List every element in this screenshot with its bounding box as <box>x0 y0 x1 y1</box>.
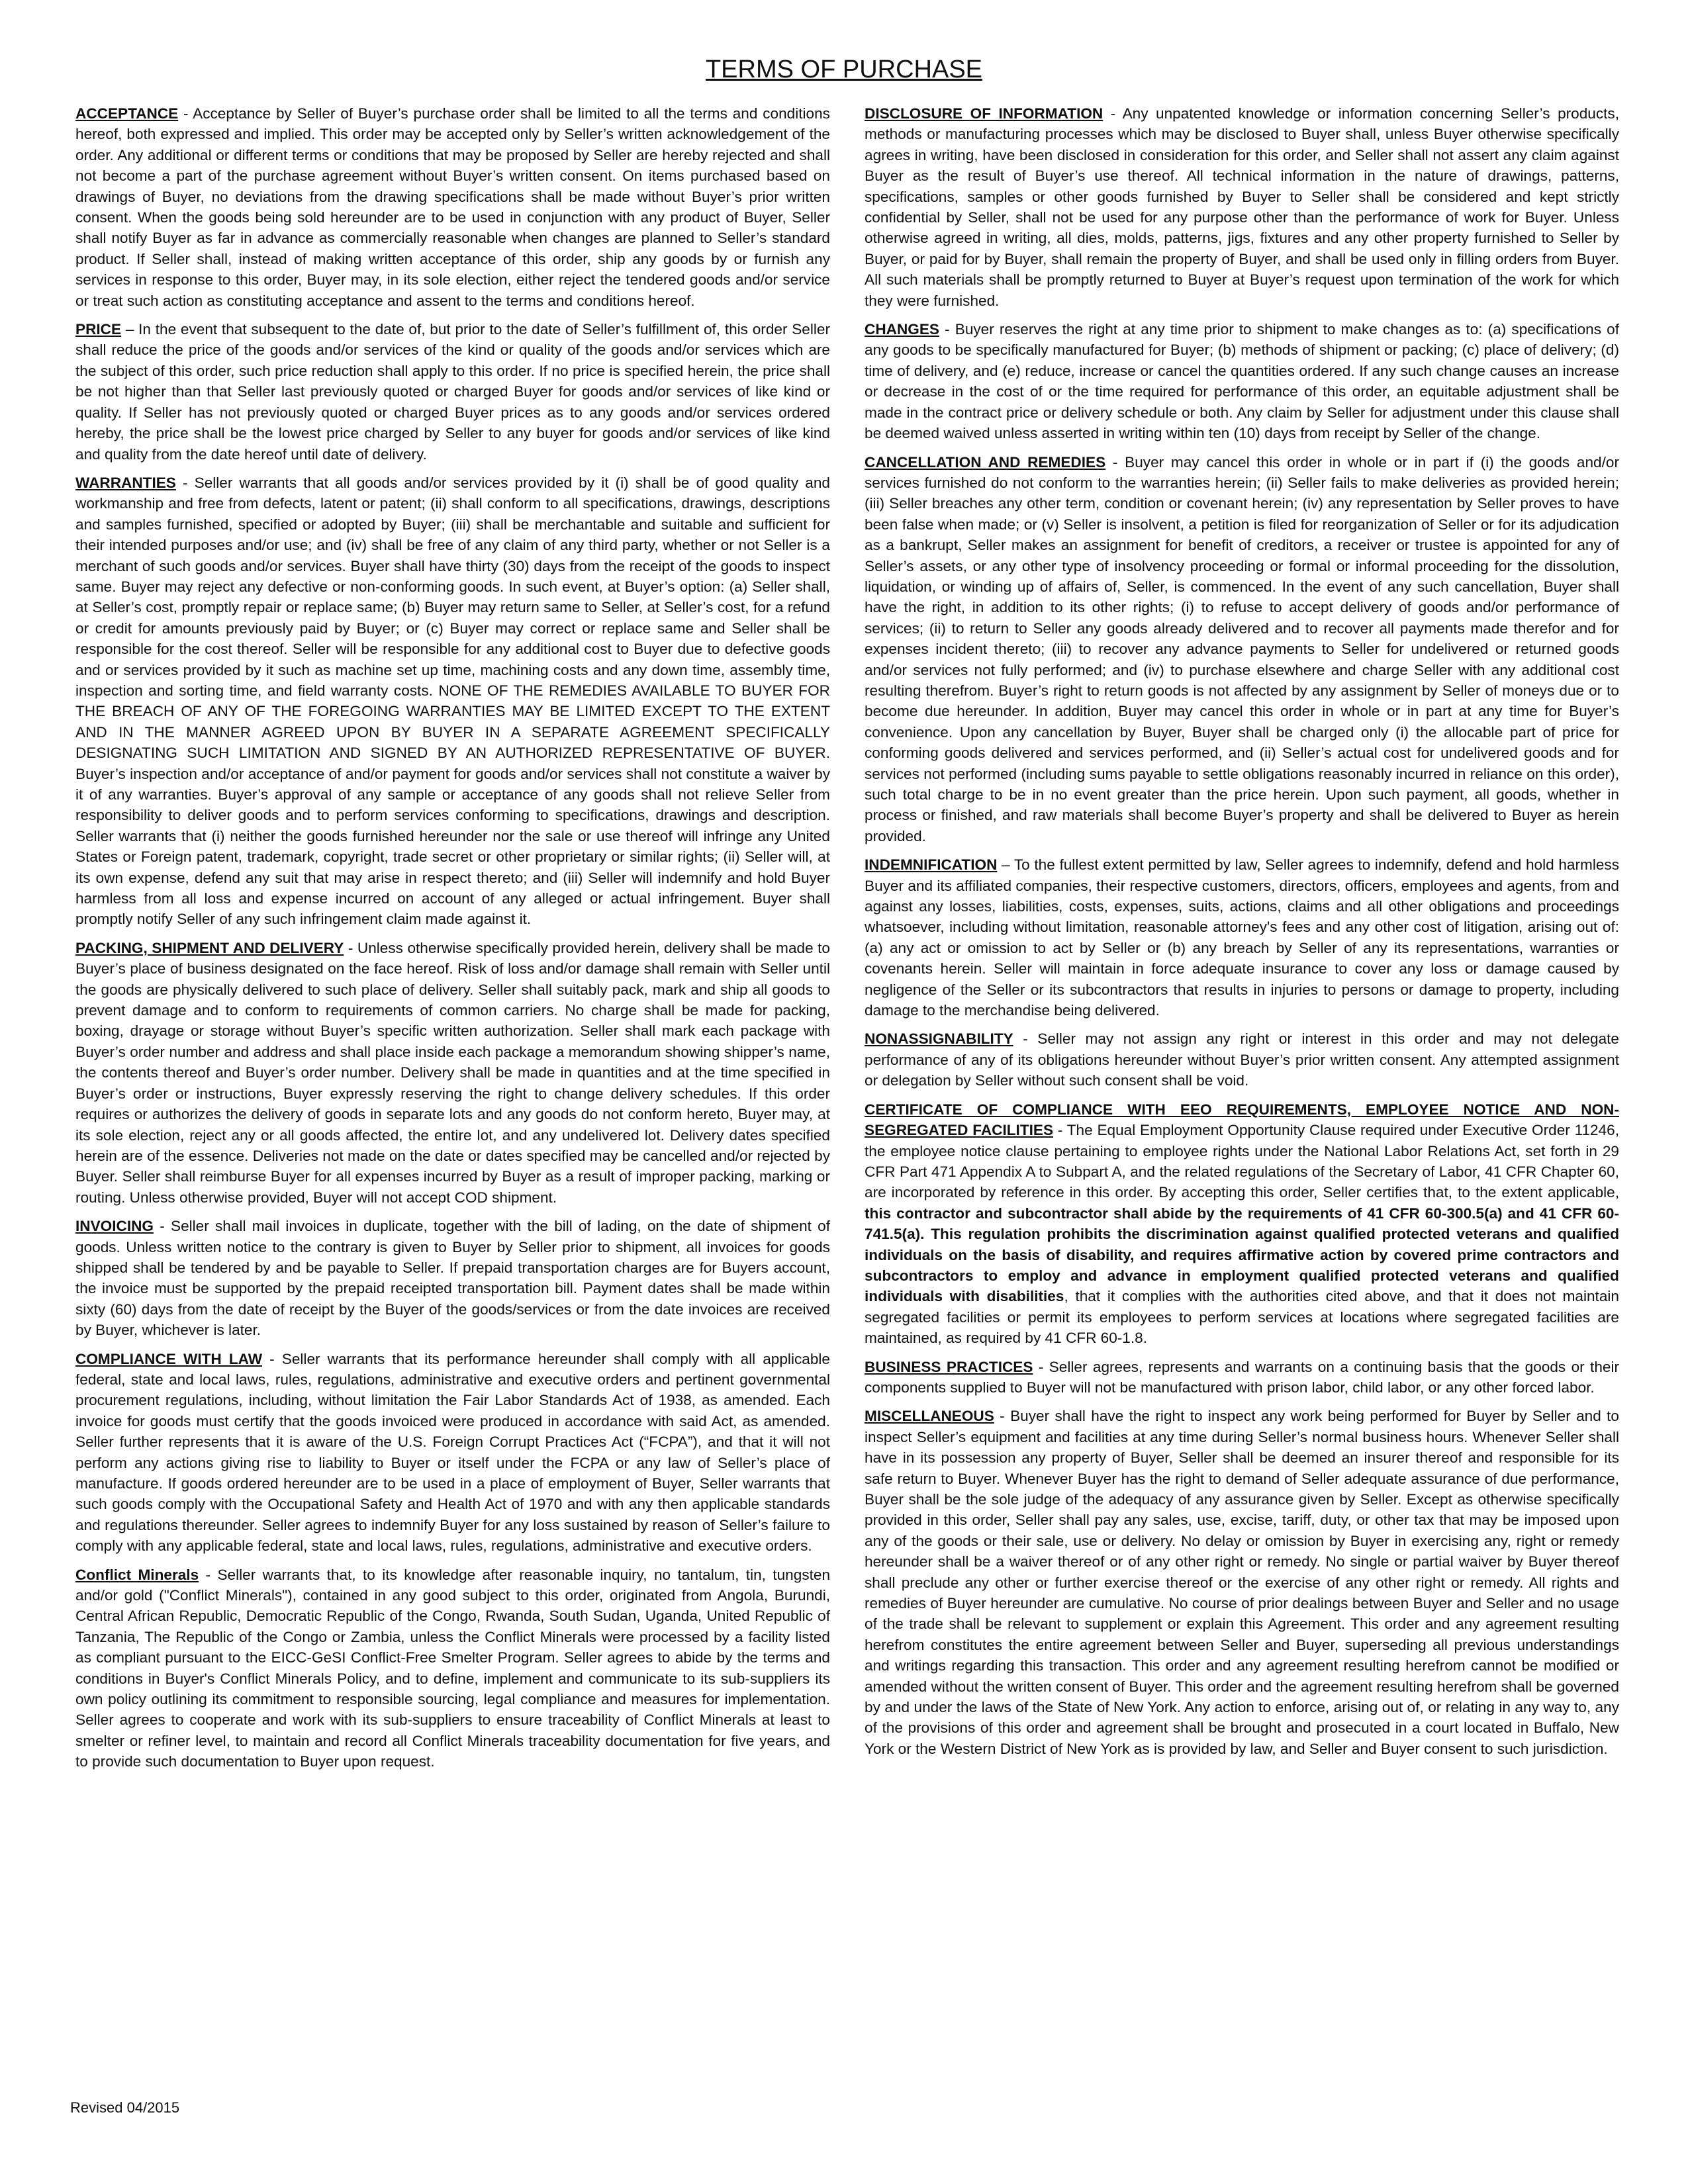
clause-business-practices: BUSINESS PRACTICES - Seller agrees, represents and warrants on a continuing basis that the goods or their components supplied to Buyer will not be manufactured with prison labor, child labor, or any other forced labor. <box>865 1358 1619 1396</box>
clause-warranties: WARRANTIES - Seller warrants that all goods and/or services provided by it (i) shall be of good quality and workmanship and free from defects, latent or patent; (ii) shall conform to all specifications, drawings, descriptions and samples furnished, specified or adopted by Buyer; (iii) shall be merchantable and suitable and sufficient for their intended purposes and/or use; and (iv) shall be free of any claim of any third party, whether or not Seller is a merchant of such goods and/or services. Buyer shall have thirty (30) days from the receipt of the goods to inspect same. Buyer may reject any defective or non-conforming goods. In such event, at Buyer’s option: (a) Seller shall, at Seller’s cost, promptly repair or replace same; (b) Buyer may return same to Seller, at Seller’s cost, for a refund or credit for amounts previously paid by Buyer; or (c) Buyer may correct or replace same and Seller shall be responsible for the cost thereof. Seller will be responsible for any additional cost to Buyer due to defective goods and or services provided by it such as machine set up time, machining costs and any down time, assembly time, inspection and sorting time, and field warranty costs. NONE OF THE REMEDIES AVAILABLE TO BUYER FOR THE BREACH OF ANY OF THE FOREGOING WARRANTIES MAY BE LIMITED EXCEPT TO THE EXTENT AND IN THE MANNER AGREED UPON BY BUYER IN A SEPARATE AGREEMENT SPECIFICALLY DESIGNATING SUCH LIMITATION AND SIGNED BY AN AUTHORIZED REPRESENTATIVE OF BUYER. Buyer’s inspection and/or acceptance of and/or payment for goods and/or services shall not constitute a waiver by it of any warranties. Buyer’s approval of any sample or acceptance of any goods shall not relieve Seller from responsibility to deliver goods and to perform services conforming to specifications, drawings and description. Seller warrants that (i) neither the goods furnished hereunder nor the sale or use thereof will infringe any United States or Foreign patent, trademark, copyright, trade secret or other proprietary or similar rights; (ii) Seller will, at its own expense, defend any suit that may arise in respect thereto; and (iii) Seller will indemnify and hold Buyer harmless from all loss and expense incurred on account of any alleged or actual infringement. Buyer shall promptly notify Seller of any such infringement claim made against it. <box>75 474 830 928</box>
clause-body-tail: , that it complies with the authorities cited above, and that it does not maintain segregated facilities or permit its employees to perform services at locations where segregated facilities are maintained, as required by 41 CFR 60-1.8. <box>865 1288 1619 1347</box>
clause-body: Seller warrants that all goods and/or services provided by it (i) shall be of good quality and workmanship and free from defects, latent or patent; (ii) shall conform to all specifications, drawings, descriptions and samples furnished, specified or adopted by Buyer; (iii) shall be merchantable and suitable and sufficient for their intended purposes and/or use; and (iv) shall be free of any claim of any third party, whether or not Seller is a merchant of such goods and/or services. Buyer shall have thirty (30) days from the receipt of the goods to inspect same. Buyer may reject any defective or non-conforming goods. In such event, at Buyer’s option: (a) Seller shall, at Seller’s cost, promptly repair or replace same; (b) Buyer may return same to Seller, at Seller’s cost, for a refund or credit for amounts previously paid by Buyer; or (c) Buyer may correct or replace same and Seller shall be responsible for the cost thereof. Seller will be responsible for any additional cost to Buyer due to defective goods and or services provided by it such as machine set up time, machining costs and any down time, assembly time, inspection and sorting time, and field warranty costs. NONE OF THE REMEDIES AVAILABLE TO BUYER FOR THE BREACH OF ANY OF THE FOREGOING WARRANTIES MAY BE LIMITED EXCEPT TO THE EXTENT AND IN THE MANNER AGREED UPON BY BUYER IN A SEPARATE AGREEMENT SPECIFICALLY DESIGNATING SUCH LIMITATION AND SIGNED BY AN AUTHORIZED REPRESENTATIVE OF BUYER. Buyer’s inspection and/or acceptance of and/or payment for goods and/or services shall not constitute a waiver by it of any warranties. Buyer’s approval of any sample or acceptance of any goods shall not relieve Seller from responsibility to deliver goods and to perform services conforming to specifications, drawings and description. Seller warrants that (i) neither the goods furnished hereunder nor the sale or use thereof will infringe any United States or Foreign patent, trademark, copyright, trade secret or other proprietary or similar rights; (ii) Seller will, at its own expense, defend any suit that may arise in respect thereto; and (iii) Seller will indemnify and hold Buyer harmless from all loss and expense incurred on account of any alleged or actual infringement. Buyer shall promptly notify Seller of any such infringement claim made against it. <box>75 474 830 928</box>
clause-heading: COMPLIANCE WITH LAW <box>75 1350 263 1367</box>
clause-body: Buyer may cancel this order in whole or in part if (i) the goods and/or services furnished do not conform to the warranties herein; (ii) Seller fails to make deliveries as provided herein; (iii) Seller breaches any other term, condition or covenant herein; (iv) any representation by Seller proves to have been false when made; or (v) Seller is insolvent, a petition is filed for reorganization of Seller or for its adjudication as a bankrupt, Seller makes an assignment for benefit of creditors, a receiver or trustee is appointed for any of Seller’s assets, or any other type of insolvency proceeding or formal or informal proceeding for the dissolution, liquidation, or winding up of affairs of, Seller, is commenced. In the event of any such cancellation, Buyer shall have the right, in addition to its other rights; (i) to refuse to accept delivery of goods and/or performance of services; (ii) to return to Seller any goods already delivered and to recover all payments made therefor and for expenses incident thereto; (iii) to recover any advance payments to Seller for undelivered or returned goods and/or services not fully performed; and (iv) to purchase elsewhere and charge Seller with any additional cost resulting therefrom. Buyer’s right to return goods is not affected by any assignment by Seller of moneys due or to become due hereunder. In addition, Buyer may cancel this order in whole or in part at any time for Buyer’s convenience. Upon any cancellation by Buyer, Buyer shall be charged only (i) the allocable part of price for conforming goods delivered and services performed, and (ii) Seller’s actual cost for undelivered goods and for services not performed (including sums payable to settle obligations reasonably incurred in reliance on this order), such total charge to be in no event greater than the price herein. Upon such payment, all goods, whether in process or finished, and raw materials shall become Buyer’s property and shall be delivered to Buyer as herein provided. <box>865 453 1619 844</box>
clause-nonassignability: NONASSIGNABILITY - Seller may not assign any right or interest in this order and may not delegate performance of any of its obligations hereunder without Buyer’s prior written consent. Any attempted assignment or delegation by Seller without such consent shall be void. <box>865 1030 1619 1089</box>
clause-changes: CHANGES - Buyer reserves the right at any time prior to shipment to make changes as to: (a) specifications of any goods to be specifically manufactured for Buyer; (b) methods of shipment or packing; (c) place of delivery; (d) time of delivery, and (e) reduce, increase or cancel the quantities ordered. If any such change causes an increase or decrease in the cost of or the time required for performance of this order, an equitable adjustment shall be made in the contract price or delivery schedule or both. Any claim by Seller for adjustment under this clause shall be deemed waived unless asserted in writing within ten (10) days from receipt by Seller of the change. <box>865 321 1619 442</box>
clause-indemnification: INDEMNIFICATION – To the fullest extent permitted by law, Seller agrees to indemnify, defend and hold harmless Buyer and its affiliated companies, their respective customers, directors, officers, employees and agents, from and against any losses, liabilities, costs, expenses, suits, actions, claims and all other obligations and proceedings whatsoever, including without limitation, reasonable attorney's fees and any other cost of litigation, arising out of: (a) any act or omission to act by Seller or (b) any breach by Seller of any its representations, warranties or covenants herein. Seller will maintain in force adequate insurance to cover any loss or damage caused by negligence of the Seller or its subcontractors that results in injuries to persons or damage to property, including damage to the merchandise being delivered. <box>865 856 1619 1019</box>
clause-body: In the event that subsequent to the date of, but prior to the date of Seller’s fulfillment of, this order Seller shall reduce the price of the goods and/or services of the kind or quality of the goods and/or services which are the subject of this order, such price reduction shall apply to this order. If no price is specified herein, the price shall be not higher than that Seller last previously quoted or charged Buyer for goods and/or services of like kind or quality. If Seller has not previously quoted or charged Buyer prices as to any goods and/or services ordered hereby, the price shall be the lowest price charged by Seller to any buyer for goods and/or services of like kind and quality from the date hereof until date of delivery. <box>75 321 830 463</box>
clause-body: Any unpatented knowledge or information concerning Seller’s products, methods or manufacturing processes which may be disclosed to Buyer shall, unless Buyer otherwise specifically agrees in writing, have been disclosed in consideration for this order, and Seller shall not assert any claim against Buyer as the result of Buyer’s use thereof. All technical information in the nature of drawings, patterns, specifications, samples or other goods furnished by Buyer to Seller shall be considered and kept strictly confidential by Seller, shall not be used for any purpose other than the performance of work for Buyer. Unless otherwise agreed in writing, all dies, molds, patterns, jigs, fixtures and any other property furnished to Seller by Buyer, or paid for by Buyer, shall remain the property of Buyer, and shall be used only in filling orders from Buyer. All such materials shall be promptly returned to Buyer at Buyer’s request upon termination of the work for which they were furnished. <box>865 105 1620 309</box>
clause-disclosure-of-information: DISCLOSURE OF INFORMATION - Any unpatented knowledge or information concerning Seller’s products, methods or manufacturing processes which may be disclosed to Buyer shall, unless Buyer otherwise specifically agrees in writing, have been disclosed in consideration for this order, and Seller shall not assert any claim against Buyer as the result of Buyer’s use thereof. All technical information in the nature of drawings, patterns, specifications, samples or other goods furnished by Buyer to Seller shall be considered and kept strictly confidential by Seller, shall not be used for any purpose other than the performance of work for Buyer. Unless otherwise agreed in writing, all dies, molds, patterns, jigs, fixtures and any other property furnished to Seller by Buyer, or paid for by Buyer, shall remain the property of Buyer, and shall be used only in filling orders from Buyer. All such materials shall be promptly returned to Buyer at Buyer’s request upon termination of the work for which they were furnished. <box>865 105 1620 309</box>
clause-heading: PRICE <box>75 321 122 338</box>
clause-body: Unless otherwise specifically provided herein, delivery shall be made to Buyer’s place of business designated on the face hereof. Risk of loss and/or damage shall remain with Seller until the goods are physically delivered to such place of delivery. Seller shall suitably pack, mark and ship all goods to prevent damage and to conform to requirements of common carriers. No charge shall be made for packing, boxing, drayage or storage without Buyer’s specific written authorization. Seller shall mark each package with Buyer’s order number and address and shall place inside each package a memorandum showing shipper’s name, the contents thereof and Buyer’s order number. Delivery shall be made in quantities and at the time specified in Buyer’s order or instructions, Buyer expressly reserving the right to change delivery schedules. If this order requires or authorizes the delivery of goods in separate lots and any goods do not conform hereto, Buyer may, at its sole election, reject any or all goods affected, the entire lot, and any undelivered lot. Delivery dates specified herein are of the essence. Deliveries not made on the date or dates specified may be cancelled and/or rejected by Buyer. Seller shall reimburse Buyer for all expenses incurred by Buyer as a result of improper packing, marking or routing. Unless otherwise provided, Buyer will not accept COD shipment. <box>75 939 831 1206</box>
clause-emphasis: this contractor and subcontractor shall abide by the requirements of 41 CFR 60-300.5(a) and 41 CFR 60-741.5(a). This regulation prohibits the discrimination against qualified protected veterans and qualified individuals on the basis of disability, and requires affirmative action by covered prime contractors and subcontractors to employ and advance in employment qualified protected veterans and qualified individuals with disabilities <box>865 1205 1619 1305</box>
clause-heading: PACKING, SHIPMENT AND DELIVERY <box>75 939 344 956</box>
left-column <box>75 103 830 1780</box>
clause-body: Seller warrants that, to its knowledge after reasonable inquiry, no tantalum, tin, tungsten and/or gold ("Conflict Minerals"), contained in any good subject to this order, originated from Angola, Burundi, Central African Republic, Democratic Republic of the Congo, Rwanda, South Sudan, Uganda, United Republic of Tanzania, The Republic of the Congo or Zambia, unless the Conflict Minerals were processed by a facility listed as compliant pursuant to the EICC-GeSI Conflict-Free Smelter Program. Seller agrees to abide by the terms and conditions in Buyer's Conflict Minerals Policy, and to define, implement and communicate to its sub-suppliers its own policy outlining its commitment to responsible sourcing, legal compliance and measures for implementation. Seller agrees to cooperate and work with its sub-suppliers to ensure traceability of Conflict Minerals at least to smelter or refiner level, to maintain and record all Conflict Minerals traceability documentation for five years, and to provide such documentation to Buyer upon request. <box>75 1566 831 1770</box>
clause-heading: CANCELLATION AND REMEDIES <box>865 453 1106 471</box>
clause-heading: DISCLOSURE OF INFORMATION <box>865 105 1103 122</box>
clause-heading: CERTIFICATE OF COMPLIANCE WITH EEO REQUIREMENTS, EMPLOYEE NOTICE AND NON-SEGREGATED FACILITIES <box>865 1101 1619 1139</box>
clause-heading: INDEMNIFICATION <box>865 856 998 874</box>
page-title: TERMS OF PURCHASE <box>705 56 983 83</box>
clause-body: Seller warrants that its performance hereunder shall comply with all applicable federal, state and local laws, rules, regulations, administrative and executive orders and pertinent governmental procurement regulations, including, without limitation the Fair Labor Standards Act of 1938, as amended. Each invoice for goods must certify that the goods invoiced were produced in accordance with said Act, as amended. Seller further represents that it is aware of the U.S. Foreign Corrupt Practices Act (“FCPA”), and that it will not perform any actions giving rise to liability to Buyer or itself under the FCPA or any law of Seller’s place of manufacture. If goods ordered hereunder are to be used in a place of employment of Buyer, Seller warrants that such goods comply with the Occupational Safety and Health Act of 1970 and with any then applicable standards and regulations thereunder. Seller agrees to indemnify Buyer for any loss sustained by reason of Seller’s failure to comply with any applicable federal, state and local laws, rules, regulations, administrative and executive orders. <box>75 1350 830 1555</box>
clause-heading: NONASSIGNABILITY <box>865 1030 1013 1048</box>
right-column <box>865 103 1619 1767</box>
clause-body: Seller shall mail invoices in duplicate, together with the bill of lading, on the date of shipment of goods. Unless written notice to the contrary is given to Buyer by Seller prior to shipment, all invoices for goods shipped shall be tendered by and be payable to Seller. If prepaid transportation charges are for Buyers account, the invoice must be supported by the prepaid receipted transportation bill. Payment dates shall be made within sixty (60) days from the date of receipt by the Buyer of the goods/services or from the date invoices are received by Buyer, whichever is later. <box>75 1218 830 1339</box>
clause-heading: CHANGES <box>865 321 939 338</box>
clause-heading: Conflict Minerals <box>75 1566 199 1583</box>
clause-heading: MISCELLANEOUS <box>865 1408 994 1425</box>
revision-footer: Revised 04/2015 <box>70 2099 180 2116</box>
clause-body: Seller agrees, represents and warrants on a continuing basis that the goods or their components supplied to Buyer will not be manufactured with prison labor, child labor, or any other forced labor. <box>865 1358 1619 1396</box>
clause-conflict-minerals: Conflict Minerals - Seller warrants that, to its knowledge after reasonable inquiry, no tantalum, tin, tungsten and/or gold ("Conflict Minerals"), contained in any good subject to this order, originated from Angola, Burundi, Central African Republic, Democratic Republic of the Congo, Rwanda, South Sudan, Uganda, United Republic of Tanzania, The Republic of the Congo or Zambia, unless the Conflict Minerals were processed by a facility listed as compliant pursuant to the EICC-GeSI Conflict-Free Smelter Program. Seller agrees to abide by the terms and conditions in Buyer's Conflict Minerals Policy, and to define, implement and communicate to its sub-suppliers its own policy outlining its commitment to responsible sourcing, legal compliance and measures for implementation. Seller agrees to cooperate and work with its sub-suppliers to ensure traceability of Conflict Minerals at least to smelter or refiner level, to maintain and record all Conflict Minerals traceability documentation for five years, and to provide such documentation to Buyer upon request. <box>75 1566 831 1770</box>
clause-heading: INVOICING <box>75 1218 154 1235</box>
clause-heading: WARRANTIES <box>75 474 176 491</box>
clause-body: Buyer reserves the right at any time prior to shipment to make changes as to: (a) specifications of any goods to be specifically manufactured for Buyer; (b) methods of shipment or packing; (c) place of delivery; (d) time of delivery, and (e) reduce, increase or cancel the quantities ordered. If any such change causes an increase or decrease in the cost of or the time required for performance of this order, an equitable adjustment shall be made in the contract price or delivery schedule or both. Any claim by Seller for adjustment under this clause shall be deemed waived unless asserted in writing within ten (10) days from receipt by Seller of the change. <box>865 321 1619 442</box>
clause-eeo-certificate: CERTIFICATE OF COMPLIANCE WITH EEO REQUIREMENTS, EMPLOYEE NOTICE AND NON-SEGREGATED FACILITIES - The Equal Employment Opportunity Clause required under Executive Order 11246, the employee notice clause pertaining to employee rights under the National Labor Relations Act, set forth in 29 CFR Part 471 Appendix A to Subpart A, and the related regulations of the Secretary of Labor, 41 CFR Chapter 60, are incorporated by reference in this order. By accepting this order, Seller certifies that, to the extent applicable, this contractor and subcontractor shall abide by the requirements of 41 CFR 60-300.5(a) and 41 CFR 60-741.5(a). This regulation prohibits the discrimination against qualified protected veterans and qualified individuals on the basis of disability, and requires affirmative action by covered prime contractors and subcontractors to employ and advance in employment qualified protected veterans and qualified individuals with disabilities, that it complies with the authorities cited above, and that it does not maintain segregated facilities or permit its employees to perform services at locations where segregated facilities are maintained, as required by 41 CFR 60-1.8. <box>865 1101 1619 1347</box>
clause-price: PRICE – In the event that subsequent to the date of, but prior to the date of Seller’s fulfillment of, this order Seller shall reduce the price of the goods and/or services of the kind or quality of the goods and/or services which are the subject of this order, such price reduction shall apply to this order. If no price is specified herein, the price shall be not higher than that Seller last previously quoted or charged Buyer for goods and/or services of like kind or quality. If Seller has not previously quoted or charged Buyer prices as to any goods and/or services ordered hereby, the price shall be the lowest price charged by Seller to any buyer for goods and/or services of like kind and quality from the date hereof until date of delivery. <box>75 321 830 463</box>
clause-body: Acceptance by Seller of Buyer’s purchase order shall be limited to all the terms and conditions hereof, both expressed and implied. This order may be accepted only by Seller’s written acknowledgement of the order. Any additional or different terms or conditions that may be proposed by Seller are hereby rejected and shall not become a part of the purchase agreement without Buyer’s written consent. On items purchased based on drawings of Buyer, no deviations from the drawing specifications shall be made without Buyer’s prior written consent. When the goods being sold hereunder are to be used in conjunction with any product of Buyer, Seller shall notify Buyer as far in advance as commercially reasonable when changes are planned to Seller’s standard product. If Seller shall, instead of making written acceptance of this order, ship any goods by or furnish any services in response to this order, Buyer may, in its sole election, either reject the tendered goods and/or service or treat such action as constituting acceptance and assent to the terms and conditions hereof. <box>75 105 830 309</box>
clause-body: Seller may not assign any right or interest in this order and may not delegate performance of any of its obligations hereunder without Buyer’s prior written consent. Any attempted assignment or delegation by Seller without such consent shall be void. <box>865 1030 1619 1089</box>
clause-packing-shipment-delivery: PACKING, SHIPMENT AND DELIVERY - Unless otherwise specifically provided herein, delivery shall be made to Buyer’s place of business designated on the face hereof. Risk of loss and/or damage shall remain with Seller until the goods are physically delivered to such place of delivery. Seller shall suitably pack, mark and ship all goods to prevent damage and to conform to requirements of common carriers. No charge shall be made for packing, boxing, drayage or storage without Buyer’s specific written authorization. Seller shall mark each package with Buyer’s order number and address and shall place inside each package a memorandum showing shipper’s name, the contents thereof and Buyer’s order number. Delivery shall be made in quantities and at the time specified in Buyer’s order or instructions, Buyer expressly reserving the right to change delivery schedules. If this order requires or authorizes the delivery of goods in separate lots and any goods do not conform hereto, Buyer may, at its sole election, reject any or all goods affected, the entire lot, and any undelivered lot. Delivery dates specified herein are of the essence. Deliveries not made on the date or dates specified may be cancelled and/or rejected by Buyer. Seller shall reimburse Buyer for all expenses incurred by Buyer as a result of improper packing, marking or routing. Unless otherwise provided, Buyer will not accept COD shipment. <box>75 939 831 1206</box>
clause-invoicing: INVOICING - Seller shall mail invoices in duplicate, together with the bill of lading, on the date of shipment of goods. Unless written notice to the contrary is given to Buyer by Seller prior to shipment, all invoices for goods shipped shall be tendered by and be payable to Seller. If prepaid transportation charges are for Buyers account, the invoice must be supported by the prepaid receipted transportation bill. Payment dates shall be made within sixty (60) days from the date of receipt by the Buyer of the goods/services or from the date invoices are received by Buyer, whichever is later. <box>75 1218 830 1339</box>
clause-cancellation-and-remedies: CANCELLATION AND REMEDIES - Buyer may cancel this order in whole or in part if (i) the goods and/or services furnished do not conform to the warranties herein; (ii) Seller fails to make deliveries as provided herein; (iii) Seller breaches any other term, condition or covenant herein; (iv) any representation by Seller proves to have been false when made; or (v) Seller is insolvent, a petition is filed for reorganization of Seller or for its adjudication as a bankrupt, Seller makes an assignment for benefit of creditors, a receiver or trustee is appointed for any of Seller’s assets, or any other type of insolvency proceeding or formal or informal proceeding for the dissolution, liquidation, or winding up of affairs of, Seller, is commenced. In the event of any such cancellation, Buyer shall have the right, in addition to its other rights; (i) to refuse to accept delivery of goods and/or performance of services; (ii) to return to Seller any goods already delivered and to recover all payments made therefor and for expenses incident thereto; (iii) to recover any advance payments to Seller for undelivered or returned goods and/or services not fully performed; and (iv) to purchase elsewhere and charge Seller with any additional cost resulting therefrom. Buyer’s right to return goods is not affected by any assignment by Seller of moneys due or to become due hereunder. In addition, Buyer may cancel this order in whole or in part at any time for Buyer’s convenience. Upon any cancellation by Buyer, Buyer shall be charged only (i) the allocable part of price for conforming goods delivered and services performed, and (ii) Seller’s actual cost for undelivered goods and for services not performed (including sums payable to settle obligations reasonably incurred in reliance on this order), such total charge to be in no event greater than the price herein. Upon such payment, all goods, whether in process or finished, and raw materials shall become Buyer’s property and shall be delivered to Buyer as herein provided. <box>865 453 1619 844</box>
clause-compliance-with-law: COMPLIANCE WITH LAW - Seller warrants that its performance hereunder shall comply with all applicable federal, state and local laws, rules, regulations, administrative and executive orders and pertinent governmental procurement regulations, including, without limitation the Fair Labor Standards Act of 1938, as amended. Each invoice for goods must certify that the goods invoiced were produced in accordance with said Act, as amended. Seller further represents that it is aware of the U.S. Foreign Corrupt Practices Act (“FCPA”), and that it will not perform any actions giving rise to liability to Buyer or itself under the FCPA or any law of Seller’s place of manufacture. If goods ordered hereunder are to be used in a place of employment of Buyer, Seller warrants that such goods comply with the Occupational Safety and Health Act of 1970 and with any then applicable standards and regulations thereunder. Seller agrees to indemnify Buyer for any loss sustained by reason of Seller’s failure to comply with any applicable federal, state and local laws, rules, regulations, administrative and executive orders. <box>75 1350 830 1555</box>
clause-heading: BUSINESS PRACTICES <box>865 1358 1033 1375</box>
clause-acceptance: ACCEPTANCE - Acceptance by Seller of Buyer’s purchase order shall be limited to all the terms and conditions hereof, both expressed and implied. This order may be accepted only by Seller’s written acknowledgement of the order. Any additional or different terms or conditions that may be proposed by Seller are hereby rejected and shall not become a part of the purchase agreement without Buyer’s written consent. On items purchased based on drawings of Buyer, no deviations from the drawing specifications shall be made without Buyer’s prior written consent. When the goods being sold hereunder are to be used in conjunction with any product of Buyer, Seller shall notify Buyer as far in advance as commercially reasonable when changes are planned to Seller’s standard product. If Seller shall, instead of making written acceptance of this order, ship any goods by or furnish any services in response to this order, Buyer may, in its sole election, either reject the tendered goods and/or service or treat such action as constituting acceptance and assent to the terms and conditions hereof. <box>75 105 830 309</box>
clause-body: Buyer shall have the right to inspect any work being performed for Buyer by Seller and to inspect Seller’s equipment and facilities at any time during Seller’s normal business hours. Whenever Seller shall have in its possession any property of Buyer, Seller shall be deemed an insurer thereof and responsible for its safe return to Buyer. Whenever Buyer has the right to demand of Seller adequate assurance of due performance, Buyer shall be the sole judge of the adequacy of any assurance given by Seller. Except as otherwise specifically provided in this order, Seller shall pay any sales, use, excise, tariff, duty, or other tax that may be imposed upon any of the goods or their sale, use or delivery. No delay or omission by Buyer in exercising any, right or remedy hereunder shall be a waiver thereof or of any other right or remedy. No single or partial waiver by Buyer thereof shall preclude any other or further exercise thereof or the exercise of any other right or remedy. All rights and remedies of Buyer hereunder are cumulative. No course of prior dealings between Buyer and Seller and no usage of the trade shall be relevant to supplement or explain this Agreement. This order and any agreement resulting herefrom constitutes the entire agreement between Seller and Buyer, superseding all previous understandings and writings regarding this transaction. This order and any agreement resulting herefrom cannot be modified or amended without the written consent of Buyer. This order and the agreement resulting herefrom shall be governed by and under the laws of the State of New York. Any action to enforce, arising out of, or relating in any way to, any of the provisions of this order and agreement shall be brought and prosecuted in a court located in Buffalo, New York or the Western District of New York as is provided by law, and Seller and Buyer consent to such jurisdiction. <box>865 1408 1619 1757</box>
clause-body: The Equal Employment Opportunity Clause required under Executive Order 11246, the employee notice clause pertaining to employee rights under the National Labor Relations Act, set forth in 29 CFR Part 471 Appendix A to Subpart A, and the related regulations of the Secretary of Labor, 41 CFR Chapter 60, are incorporated by reference in this order. By accepting this order, Seller certifies that, to the extent applicable, <box>865 1122 1619 1201</box>
clause-heading: ACCEPTANCE <box>75 105 179 122</box>
clause-body: To the fullest extent permitted by law, Seller agrees to indemnify, defend and hold harmless Buyer and its affiliated companies, their respective customers, directors, officers, employees and agents, from and against any losses, liabilities, costs, expenses, suits, actions, claims and all other obligations and proceedings whatsoever, including without limitation, reasonable attorney's fees and any other cost of litigation, arising out of: (a) any act or omission to act by Seller or (b) any breach by Seller of any its representations, warranties or covenants herein. Seller will maintain in force adequate insurance to cover any loss or damage caused by negligence of the Seller or its subcontractors that results in injuries to persons or damage to property, including damage to the merchandise being delivered. <box>865 856 1619 1019</box>
clause-miscellaneous: MISCELLANEOUS - Buyer shall have the right to inspect any work being performed for Buyer by Seller and to inspect Seller’s equipment and facilities at any time during Seller’s normal business hours. Whenever Seller shall have in its possession any property of Buyer, Seller shall be deemed an insurer thereof and responsible for its safe return to Buyer. Whenever Buyer has the right to demand of Seller adequate assurance of due performance, Buyer shall be the sole judge of the adequacy of any assurance given by Seller. Except as otherwise specifically provided in this order, Seller shall pay any sales, use, excise, tariff, duty, or other tax that may be imposed upon any of the goods or their sale, use or delivery. No delay or omission by Buyer in exercising any, right or remedy hereunder shall be a waiver thereof or of any other right or remedy. No single or partial waiver by Buyer thereof shall preclude any other or further exercise thereof or the exercise of any other right or remedy. All rights and remedies of Buyer hereunder are cumulative. No course of prior dealings between Buyer and Seller and no usage of the trade shall be relevant to supplement or explain this Agreement. This order and any agreement resulting herefrom constitutes the entire agreement between Seller and Buyer, superseding all previous understandings and writings regarding this transaction. This order and any agreement resulting herefrom cannot be modified or amended without the written consent of Buyer. This order and the agreement resulting herefrom shall be governed by and under the laws of the State of New York. Any action to enforce, arising out of, or relating in any way to, any of the provisions of this order and agreement shall be brought and prosecuted in a court located in Buffalo, New York or the Western District of New York as is provided by law, and Seller and Buyer consent to such jurisdiction. <box>865 1408 1619 1757</box>
